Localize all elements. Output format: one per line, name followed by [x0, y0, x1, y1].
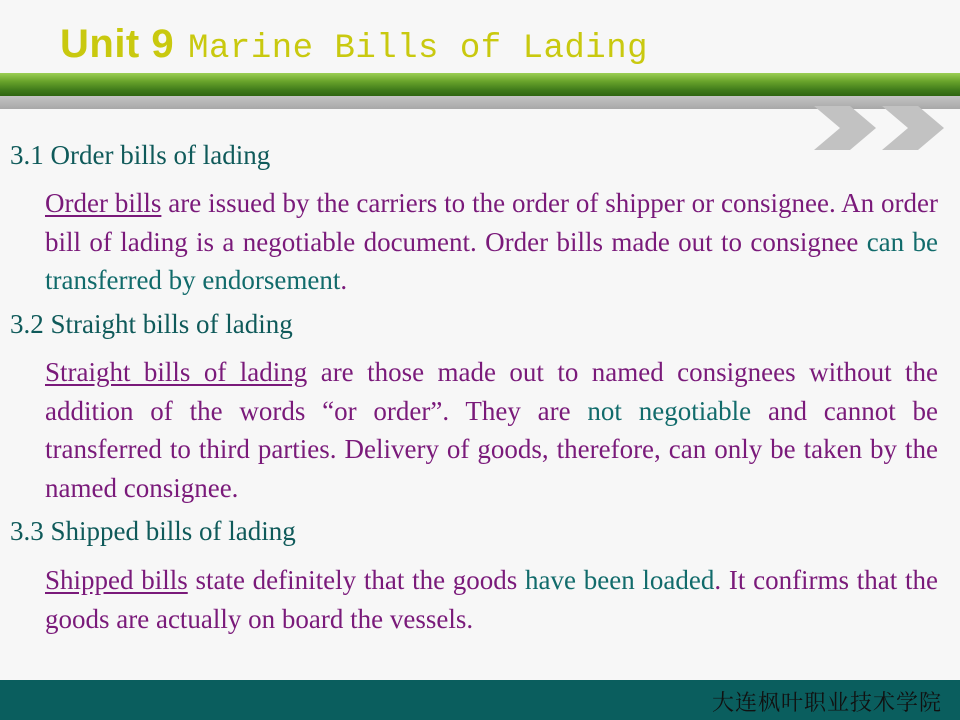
highlight-text: not negotiable	[587, 395, 752, 426]
footer-bar	[0, 680, 960, 720]
section-paragraph	[45, 561, 938, 638]
paragraph-text: .	[340, 265, 348, 296]
highlight-text: have been loaded	[525, 565, 715, 595]
chevron-decoration	[806, 104, 951, 152]
section-heading: 3.1 Order bills of lading	[10, 140, 271, 170]
slide-title	[60, 22, 648, 74]
section-heading: 3.3 Shipped bills of lading	[10, 516, 296, 546]
paragraph-text: and cannot be transferred to third parties. Delivery of goods, therefore, can only be taken by the named consignee.	[45, 395, 938, 503]
section-heading: 3.2 Straight bills of lading	[10, 309, 293, 339]
header-green-bar	[0, 73, 960, 96]
chevron-right-icon	[882, 106, 944, 150]
institution-name: 大连枫叶职业技术学院	[711, 691, 942, 716]
title-unit: Unit 9	[60, 22, 175, 66]
term-underlined: Straight bills of lading	[45, 357, 308, 387]
chevron-right-icon	[814, 106, 876, 150]
paragraph-text: state definitely that the goods	[187, 565, 526, 595]
highlight-text: can be transferred by endorsement	[45, 226, 939, 296]
term-underlined: Shipped bills	[45, 565, 188, 595]
paragraph-text: are issued by the carriers to the order of shipper or consignee. An order bill of lading is a negotiable document. Order bills made out to consignee	[45, 188, 939, 257]
section-paragraph	[45, 353, 938, 507]
term-underlined: Order bills	[45, 188, 162, 218]
paragraph-text: are those made out to named consignees without the addition of the words “or order”. They are	[45, 357, 938, 426]
paragraph-text: . It confirms that the goods are actually on board the vessels.	[45, 565, 938, 634]
section-paragraph	[45, 184, 938, 300]
title-text: Marine Bills of Lading	[188, 30, 648, 68]
